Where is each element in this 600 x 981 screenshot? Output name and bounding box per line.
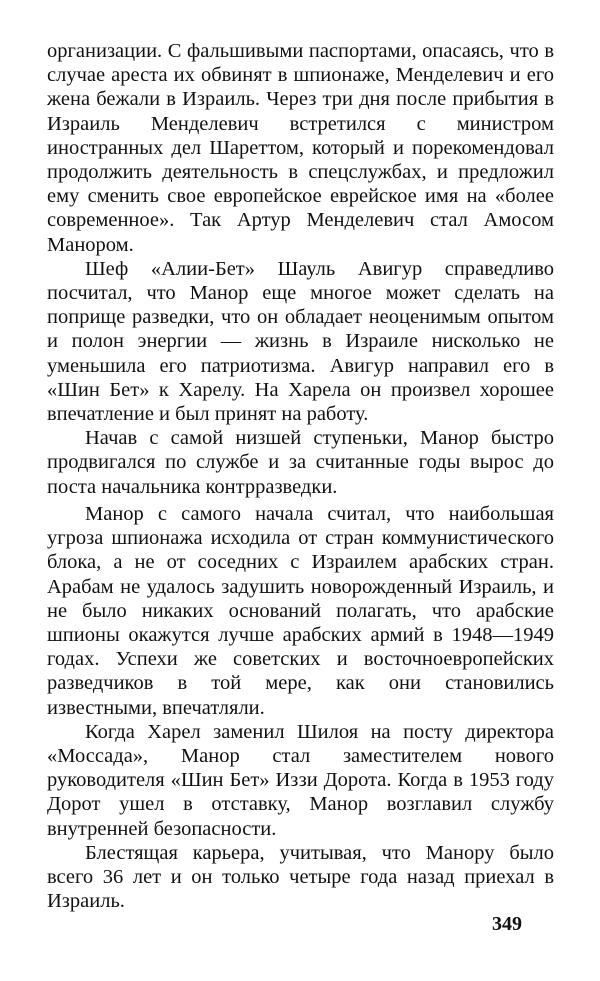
text-section-1 [47,39,554,499]
paragraph: организации. С фальшивыми паспортами, опасаясь, что в случае ареста их обвинят в шпионаже, Менделевич и его жена бежали в Израиль. Через три дня после прибытия в Израиль Менделевич встретился с министром иностранных дел Шареттом, который и порекомендовал продолжить деятельность в спецслужбах, и предложил ему сменить свое европейское еврейское имя на «более современное». Так Артур Менделевич стал Амосом Манором. [47,40,554,256]
text-section-2 [47,502,554,913]
paragraph: Начав с самой низшей ступеньки, Манор быстро продвигался по службе и за считанные годы вырос до поста начальника контрразведки. [47,427,554,498]
paragraph: Когда Харел заменил Шилоя на посту директора «Моссада», Манор стал заместителем нового руководителя «Шин Бет» Иззи Дорота. Когда в 1953 году Дорот ушел в отставку, Манор возглавил службу внутренней безопасности. [47,720,554,840]
paragraph: Манор с самого начала считал, что наибольшая угроза шпионажа исходила от стран коммунистического блока, а не от соседних с Израилем арабских стран. Арабам не удалось задушить новорожденный Израиль, и не было никаких оснований полагать, что арабские шпионы окажутся лучше арабских армий в 1948—1949 годах. Успехи же советских и восточноевропейских разведчиков в той мере, как они становились известными, впечатляли. [47,503,554,719]
paragraph: Шеф «Алии-Бет» Шауль Авигур справедливо посчитал, что Манор еще многое может сделать на поприще разведки, что он обладает неоценимым опытом и полон энергии — жизнь в Израиле нисколько не уменьшила его патриотизма. Авигур направил его в «Шин Бет» к Харелу. На Харела он произвел хорошее впечатление и был принят на работу. [47,257,554,426]
page-number: 349 [492,913,522,935]
paragraph: Блестящая карьера, учитывая, что Манору было всего 36 лет и он только четыре года назад приехал в Израиль. [47,841,554,913]
